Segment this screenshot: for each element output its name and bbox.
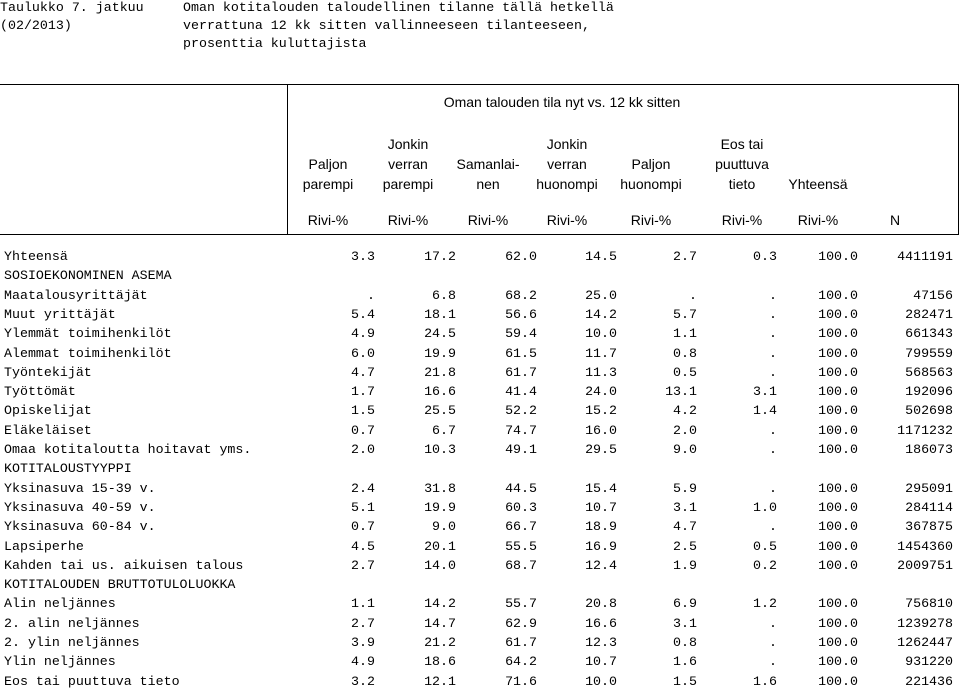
table-row [0, 674, 959, 693]
column-header-2-line-3: parempi [382, 176, 434, 192]
row-label: Ylemmät toimihenkilöt [4, 326, 172, 342]
cell-value: 5.4 [351, 306, 375, 322]
table-row [0, 288, 959, 307]
column-header-2-line-2: verran [388, 156, 428, 172]
column-header-7-line-3: Yhteensä [788, 176, 848, 192]
cell-value: 6.9 [673, 596, 697, 612]
table-title-line-3: prosenttia kuluttajista [183, 36, 367, 51]
table-row [0, 596, 959, 615]
cell-value: 25.5 [424, 403, 456, 419]
cell-value: 13.1 [665, 384, 697, 400]
cell-value: 15.2 [585, 403, 617, 419]
column-header-1-line-3: parempi [302, 176, 354, 192]
row-label: Ylin neljännes [4, 654, 116, 670]
cell-value: 100.0 [818, 538, 858, 554]
cell-value: 16.6 [424, 384, 456, 400]
cell-value: 4.7 [351, 364, 375, 380]
column-header-3-line-2: Samanlai- [456, 156, 520, 172]
unit-label: Rivi-% [387, 212, 429, 228]
column-header-3-line-3: nen [476, 176, 500, 192]
row-label: Työttömät [4, 384, 76, 400]
cell-value: 1.5 [351, 403, 375, 419]
cell-value: 6.8 [432, 287, 456, 303]
row-label: Muut yrittäjät [4, 306, 116, 322]
cell-value: 14.5 [585, 249, 617, 264]
cell-value: 49.1 [505, 442, 537, 457]
cell-value: 100.0 [818, 326, 858, 342]
table-row [0, 558, 959, 577]
row-label: 2. ylin neljännes [4, 635, 140, 650]
cell-value: 1.6 [673, 654, 697, 670]
cell-n: 1454360 [897, 538, 953, 554]
cell-value: 44.5 [505, 480, 537, 496]
table-row [0, 616, 959, 635]
cell-value: 60.3 [505, 499, 537, 515]
cell-value: 61.7 [505, 364, 537, 380]
cell-value: 100.0 [818, 287, 858, 303]
table-row [0, 326, 959, 345]
cell-value: . [769, 345, 777, 361]
row-label: Opiskelijat [4, 403, 92, 419]
column-header-4-line-3: huonompi [536, 176, 598, 192]
cell-value: 16.6 [585, 615, 617, 631]
row-label: Lapsiperhe [4, 538, 84, 554]
cell-value: 10.7 [585, 499, 617, 515]
cell-value: 0.5 [673, 364, 697, 380]
row-label: Yksinasuva 40-59 v. [4, 499, 156, 515]
cell-value: 24.0 [585, 384, 617, 400]
cell-value: 68.2 [505, 287, 537, 303]
cell-n: 4411191 [897, 249, 953, 264]
section-heading: KOTITALOUDEN BRUTTOTULOLUOKKA [4, 577, 236, 593]
cell-n: 1262447 [897, 635, 953, 650]
cell-value: 19.9 [424, 345, 456, 361]
cell-value: 12.3 [585, 635, 617, 650]
unit-label: Rivi-% [307, 212, 349, 228]
cell-n: 1239278 [897, 615, 953, 631]
cell-value: 14.2 [424, 596, 456, 612]
cell-value: 100.0 [818, 673, 858, 689]
cell-value: 0.3 [753, 249, 777, 264]
cell-value: 10.0 [585, 673, 617, 689]
cell-value: 5.7 [673, 306, 697, 322]
cell-value: . [689, 287, 697, 303]
cell-value: 74.7 [505, 422, 537, 438]
row-label: Omaa kotitaloutta hoitavat yms. [4, 442, 252, 457]
cell-value: 62.0 [505, 249, 537, 264]
cell-value: 10.0 [585, 326, 617, 342]
cell-value: 100.0 [818, 249, 858, 264]
table-row [0, 307, 959, 326]
row-label: Yksinasuva 60-84 v. [4, 519, 156, 535]
cell-value: 2.7 [351, 557, 375, 573]
cell-value: 0.7 [351, 519, 375, 535]
header-bottom-rule [0, 234, 959, 235]
cell-value: 100.0 [818, 345, 858, 361]
cell-value: 3.3 [351, 249, 375, 264]
cell-value: 19.9 [424, 499, 456, 515]
cell-value: 61.5 [505, 345, 537, 361]
cell-value: 100.0 [818, 306, 858, 322]
unit-label: Rivi-% [546, 212, 588, 228]
cell-value: 61.7 [505, 635, 537, 650]
cell-value: 15.4 [585, 480, 617, 496]
table-row [0, 519, 959, 538]
unit-label: Rivi-% [797, 212, 839, 228]
cell-value: 100.0 [818, 654, 858, 670]
cell-value: . [769, 364, 777, 380]
cell-value: 2.4 [351, 480, 375, 496]
cell-value: 6.0 [351, 345, 375, 361]
cell-value: 4.9 [351, 654, 375, 670]
cell-value: 12.4 [585, 557, 617, 573]
cell-value: 3.1 [673, 615, 697, 631]
cell-value: 100.0 [818, 403, 858, 419]
cell-value: 16.9 [585, 538, 617, 554]
cell-value: 20.8 [585, 596, 617, 612]
cell-value: . [769, 480, 777, 496]
cell-value: 1.4 [753, 403, 777, 419]
cell-value: . [769, 287, 777, 303]
cell-n: 367875 [905, 519, 953, 535]
column-header-2-line-1: Jonkin [387, 136, 429, 152]
cell-value: 2.0 [673, 422, 697, 438]
cell-value: 5.9 [673, 480, 697, 496]
cell-n: 47156 [913, 287, 953, 303]
table-row [0, 481, 959, 500]
table-row [0, 635, 959, 654]
column-header-4-line-1: Jonkin [546, 136, 588, 152]
unit-label: Rivi-% [467, 212, 509, 228]
cell-n: 221436 [905, 673, 953, 689]
cell-value: 4.2 [673, 403, 697, 419]
row-label: Eläkeläiset [4, 422, 92, 438]
n-label: N [889, 212, 901, 228]
cell-value: 100.0 [818, 384, 858, 400]
cell-value: 11.7 [585, 345, 617, 361]
cell-value: 56.6 [505, 306, 537, 322]
column-header-5-line-3: huonompi [620, 176, 682, 192]
table-title-line-2: verrattuna 12 kk sitten vallinneeseen tilanteeseen, [183, 18, 590, 33]
cell-value: 9.0 [432, 519, 456, 535]
cell-value: 55.5 [505, 538, 537, 554]
cell-value: 9.0 [673, 442, 697, 457]
cell-value: 100.0 [818, 596, 858, 612]
cell-value: . [769, 422, 777, 438]
cell-value: 0.8 [673, 345, 697, 361]
group-title: Oman talouden tila nyt vs. 12 kk sitten [443, 94, 681, 110]
cell-value: 100.0 [818, 557, 858, 573]
column-header-6-line-1: Eos tai [720, 136, 764, 152]
cell-value: 100.0 [818, 499, 858, 515]
cell-value: 100.0 [818, 615, 858, 631]
cell-value: 100.0 [818, 442, 858, 457]
cell-value: 18.6 [424, 654, 456, 670]
cell-value: 100.0 [818, 635, 858, 650]
row-label: Eos tai puuttuva tieto [4, 673, 180, 689]
cell-value: . [769, 635, 777, 650]
cell-n: 799559 [905, 345, 953, 361]
cell-value: 1.7 [351, 384, 375, 400]
cell-value: 0.7 [351, 422, 375, 438]
cell-value: 100.0 [818, 480, 858, 496]
cell-value: 4.7 [673, 519, 697, 535]
cell-value: . [769, 442, 777, 457]
cell-n: 568563 [905, 364, 953, 380]
cell-value: 14.7 [424, 615, 456, 631]
table-row [0, 365, 959, 384]
row-label: Yhteensä [4, 249, 68, 264]
cell-value: 18.1 [424, 306, 456, 322]
cell-n: 1171232 [897, 422, 953, 438]
table-row [0, 423, 959, 442]
table-period: (02/2013) [0, 18, 72, 33]
table-row [0, 384, 959, 403]
section-heading: KOTITALOUSTYYPPI [4, 461, 132, 477]
cell-value: 3.1 [673, 499, 697, 515]
cell-value: 52.2 [505, 403, 537, 419]
cell-n: 502698 [905, 403, 953, 419]
header-top-rule [0, 84, 959, 85]
cell-value: . [769, 615, 777, 631]
cell-value: . [769, 306, 777, 322]
cell-value: 10.7 [585, 654, 617, 670]
table-row [0, 442, 959, 461]
column-header-5-line-2: Paljon [631, 156, 671, 172]
cell-value: 1.2 [753, 596, 777, 612]
cell-value: 6.7 [432, 422, 456, 438]
cell-value: 10.3 [424, 442, 456, 457]
row-label: Alin neljännes [4, 596, 116, 612]
unit-label: Rivi-% [721, 212, 763, 228]
cell-value: 41.4 [505, 384, 537, 400]
table-label: Taulukko 7. jatkuu [0, 0, 144, 15]
cell-n: 756810 [905, 596, 953, 612]
cell-n: 284114 [905, 499, 953, 515]
cell-n: 931220 [905, 654, 953, 670]
cell-value: 62.9 [505, 615, 537, 631]
column-header-6-line-2: puuttuva [715, 156, 769, 172]
cell-n: 661343 [905, 326, 953, 342]
row-label: Työntekijät [4, 364, 92, 380]
cell-value: 4.5 [351, 538, 375, 554]
cell-value: 16.0 [585, 422, 617, 438]
cell-value: 1.1 [673, 326, 697, 342]
table-row [0, 403, 959, 422]
cell-value: 3.2 [351, 673, 375, 689]
cell-value: 2.7 [351, 615, 375, 631]
table-row [0, 500, 959, 519]
row-label: Maatalousyrittäjät [4, 287, 148, 303]
section-heading: SOSIOEKONOMINEN ASEMA [4, 268, 172, 284]
cell-value: 1.5 [673, 673, 697, 689]
cell-value: 2.0 [351, 442, 375, 457]
cell-value: 100.0 [818, 364, 858, 380]
cell-value: 14.0 [424, 557, 456, 573]
cell-value: 17.2 [424, 249, 456, 264]
table-row [0, 346, 959, 365]
cell-value: 68.7 [505, 557, 537, 573]
table-row [0, 539, 959, 558]
cell-value: 1.1 [351, 596, 375, 612]
cell-value: 0.8 [673, 635, 697, 650]
row-label: Yksinasuva 15-39 v. [4, 480, 156, 496]
cell-value: 3.9 [351, 635, 375, 650]
table-row [0, 654, 959, 673]
cell-value: 20.1 [424, 538, 456, 554]
cell-n: 282471 [905, 306, 953, 322]
cell-value: 0.2 [753, 557, 777, 573]
cell-value: 5.1 [351, 499, 375, 515]
cell-value: 0.5 [753, 538, 777, 554]
cell-value: . [367, 287, 375, 303]
row-label: 2. alin neljännes [4, 615, 140, 631]
table-row [0, 249, 959, 268]
cell-value: 4.9 [351, 326, 375, 342]
column-header-1-line-2: Paljon [308, 156, 348, 172]
cell-value: 1.0 [753, 499, 777, 515]
cell-value: 66.7 [505, 519, 537, 535]
cell-value: . [769, 326, 777, 342]
cell-n: 295091 [905, 480, 953, 496]
cell-value: 2.7 [673, 249, 697, 264]
cell-value: . [769, 519, 777, 535]
table-title-line-1: Oman kotitalouden taloudellinen tilanne tällä hetkellä [183, 0, 614, 15]
column-header-4-line-2: verran [547, 156, 587, 172]
cell-value: 2.5 [673, 538, 697, 554]
cell-value: 18.9 [585, 519, 617, 535]
cell-value: 100.0 [818, 422, 858, 438]
cell-value: 14.2 [585, 306, 617, 322]
cell-value: 24.5 [424, 326, 456, 342]
cell-value: 1.9 [673, 557, 697, 573]
unit-label: Rivi-% [630, 212, 672, 228]
cell-value: 1.6 [753, 673, 777, 689]
row-label: Alemmat toimihenkilöt [4, 345, 172, 361]
cell-value: 71.6 [505, 673, 537, 689]
cell-value: 3.1 [753, 384, 777, 400]
row-label: Kahden tai us. aikuisen talous [4, 557, 244, 573]
cell-n: 186073 [905, 442, 953, 457]
cell-value: 21.2 [424, 635, 456, 650]
cell-value: 25.0 [585, 287, 617, 303]
cell-value: 11.3 [585, 364, 617, 380]
cell-value: 12.1 [424, 673, 456, 689]
cell-value: 55.7 [505, 596, 537, 612]
cell-value: 100.0 [818, 519, 858, 535]
cell-n: 2009751 [897, 557, 953, 573]
cell-value: . [769, 654, 777, 670]
cell-n: 192096 [905, 384, 953, 400]
cell-value: 59.4 [505, 326, 537, 342]
column-header-6-line-3: tieto [728, 176, 756, 192]
cell-value: 29.5 [585, 442, 617, 457]
cell-value: 21.8 [424, 364, 456, 380]
cell-value: 31.8 [424, 480, 456, 496]
cell-value: 64.2 [505, 654, 537, 670]
